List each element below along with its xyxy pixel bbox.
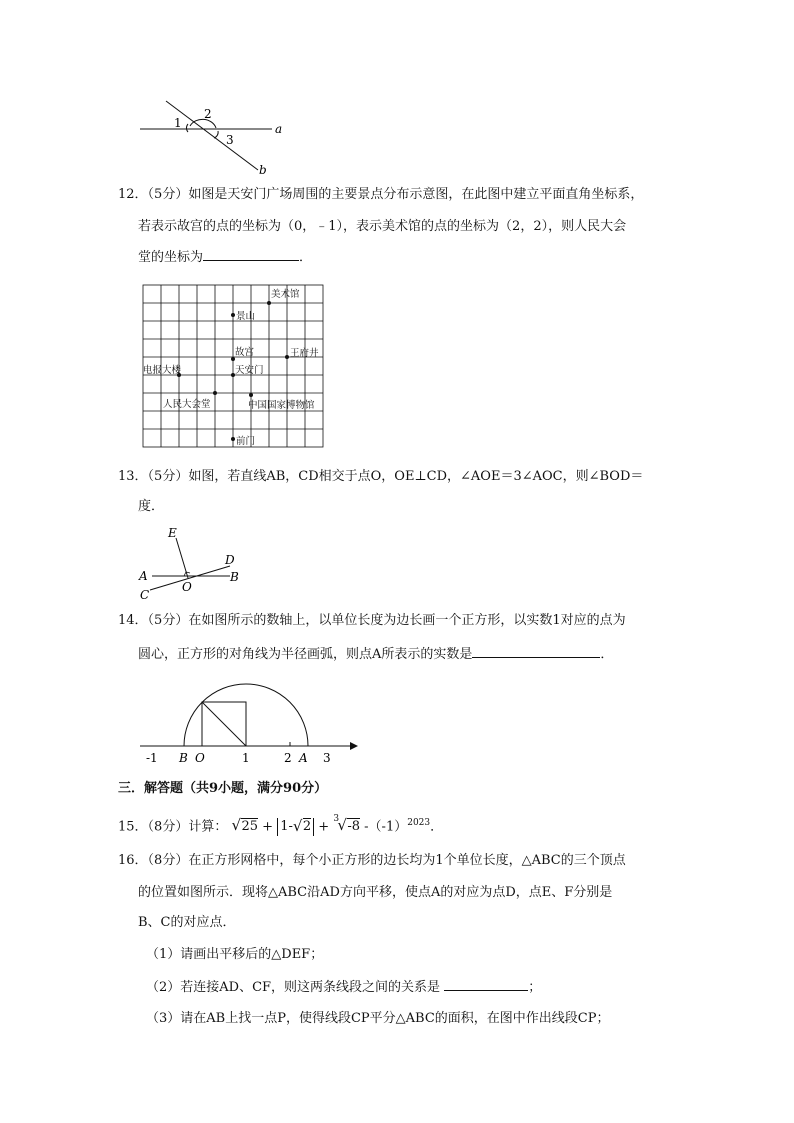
q14-line1: 14．（5分）在如图所示的数轴上，以单位长度为边长画一个正方形，以实数1对应的点为 [118, 613, 626, 628]
square-diagonal [202, 702, 246, 746]
label-jingshan: 景山 [236, 311, 256, 322]
label-wangfujing: 王府井 [290, 348, 319, 359]
q14-line2-text: 圆心，正方形的对角线为半径画弧，则点A所表示的实数是 [138, 647, 473, 662]
point-renda [213, 391, 217, 395]
label-3: 3 [323, 751, 331, 765]
q16-answer-blank[interactable] [444, 978, 528, 991]
abs-inner-text: 1- [280, 819, 293, 835]
q16-line3: B、C的对应点． [138, 915, 236, 930]
figure-number-line [134, 676, 362, 768]
figure-intersecting-lines [134, 520, 254, 604]
label-renda: 人民大会堂 [163, 399, 211, 410]
q15-end: ． [430, 819, 444, 835]
cbrt-minus8: 3 √ -8 [333, 818, 360, 836]
q14-end: ． [600, 647, 614, 662]
sqrt-25: √ 25 [231, 816, 259, 835]
label-D: D [225, 553, 235, 567]
q12-line3 [138, 248, 312, 267]
q15-line: 15．（8分）计算： √ 25 + 1- √ 2 + 3 √ -8 $-(-1)^{2023}$． [118, 814, 443, 840]
axis-arrow [350, 742, 358, 750]
q12-line2: 若表示故宫的点的坐标为（0，﹣1），表示美术馆的点的坐标为（2，2），则人民大会 [138, 219, 627, 234]
q12-line1: 12．（5分）如图是天安门广场周围的主要景点分布示意图，在此图中建立平面直角坐标系， [118, 187, 644, 202]
angle-arc [190, 119, 216, 128]
label-bowuguan: 中国国家博物馆 [248, 400, 315, 411]
q16-sub2-end: ； [528, 980, 542, 995]
q16-line2: 的位置如图所示．现将△ABC沿AD方向平移，使点A的对应为点D，点E、F分别是 [138, 885, 613, 900]
angle-arc-small [186, 124, 188, 132]
q16-sub1: （1）请画出平移后的△DEF； [146, 947, 324, 962]
q16-sub2-text: （2）若连接AD、CF，则这两条线段之间的关系是 [146, 980, 441, 995]
q15-prefix: 15．（8分）计算： [118, 819, 228, 835]
q12-answer-blank[interactable] [203, 248, 299, 261]
q12-line3-text: 堂的坐标为 [138, 250, 204, 265]
label-B: B [179, 751, 188, 765]
point-jingshan [231, 313, 235, 317]
q16-sub3: （3）请在AB上找一点P，使得线段CP平分△ABC的面积，在图中作出线段CP； [146, 1011, 610, 1026]
label-gugong: 故宫 [235, 347, 255, 358]
label-C: C [140, 588, 150, 602]
cbrt-radicand: -8 [347, 819, 361, 835]
abs-value: 1- √ 2 [277, 818, 314, 836]
point-qianmen [231, 437, 235, 441]
label-A: A [299, 751, 308, 765]
label-E: E [168, 526, 177, 540]
label-a: a [275, 122, 283, 136]
label-minus1: -1 [146, 751, 158, 765]
label-2: 2 [284, 751, 292, 765]
label-1: 1 [174, 116, 182, 130]
q12-end: ． [299, 250, 313, 265]
label-qianmen: 前门 [236, 436, 256, 447]
label-3: 3 [226, 133, 234, 147]
sqrt-25-radicand: 25 [241, 819, 259, 835]
q15-tail: -（-1） [364, 819, 408, 835]
q15-exponent: 2023 [407, 818, 431, 828]
point-bowuguan [249, 393, 253, 397]
sqrt-2-radicand: 2 [302, 819, 312, 835]
q16-line1: 16．（8分）在正方形网格中，每个小正方形的边长均为1个单位长度，△ABC的三个顶点 [118, 853, 626, 868]
q16-sub2 [146, 978, 541, 997]
q14-line2 [138, 645, 613, 664]
label-tiananmen: 天安门 [235, 365, 264, 376]
q13-line1: 13．（5分）如图，若直线AB，CD相交于点O，OE⊥CD，∠AOE＝3∠AOC，则∠BOD＝ [118, 469, 644, 484]
section-title: 三．解答题（共9小题，满分90分） [118, 781, 328, 796]
label-2: 2 [204, 107, 212, 121]
figure-parallel-angles [130, 96, 300, 180]
q13-line2: 度． [138, 499, 165, 514]
label-O: O [195, 751, 205, 765]
point-wangfujing [285, 355, 289, 359]
label-B: B [230, 570, 239, 584]
point-meishuguan [267, 301, 271, 305]
label-O: O [182, 580, 192, 594]
q14-answer-blank[interactable] [472, 645, 600, 658]
line-b [166, 101, 258, 170]
label-dianbao: 电报大楼 [143, 365, 182, 376]
figure-tiananmen-map [142, 284, 328, 450]
label-meishuguan: 美术馆 [271, 289, 300, 300]
label-1: 1 [242, 751, 250, 765]
label-A: A [139, 569, 148, 583]
cbrt-index: 3 [333, 814, 340, 825]
label-b: b [259, 163, 267, 177]
